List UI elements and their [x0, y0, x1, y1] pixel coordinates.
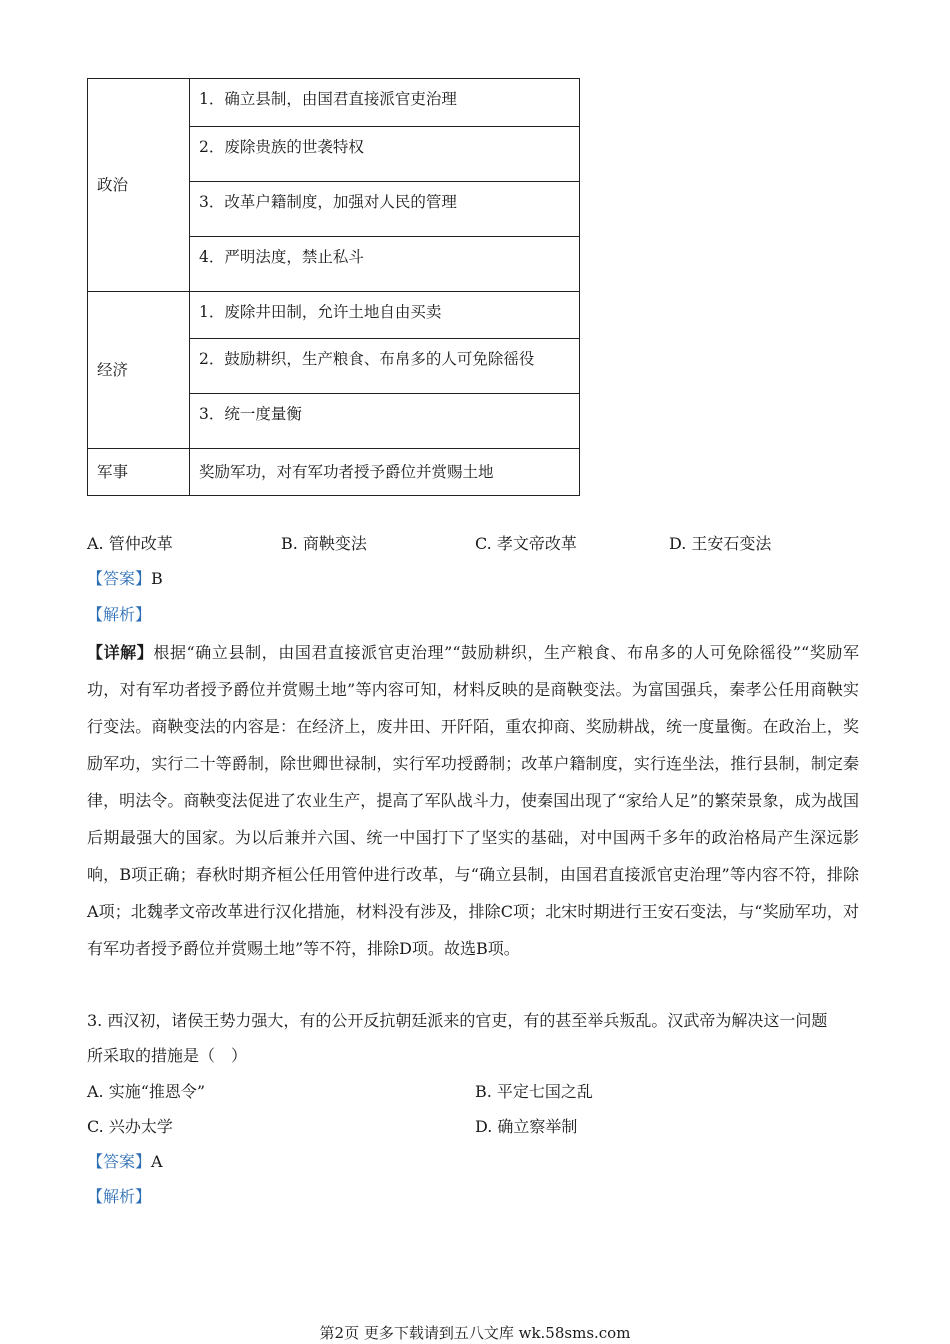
q3-option-a: A. 实施“推恩令” [87, 1082, 206, 1101]
category-politics: 政治 [88, 79, 190, 292]
military-content: 奖励军功，对有军功者授予爵位并赏赐土地 [190, 449, 580, 496]
q2-option-b: B. 商鞅变法 [281, 534, 367, 553]
q3-option-b: B. 平定七国之乱 [475, 1082, 593, 1101]
economy-item-1: 1．废除井田制，允许土地自由买卖 [190, 292, 580, 339]
q2-detail-tag: 【详解】 [87, 643, 154, 662]
politics-item-2: 2．废除贵族的世袭特权 [190, 127, 580, 182]
category-economy: 经济 [88, 292, 190, 449]
q3-stem-line-1: 3. 西汉初，诸侯王势力强大，有的公开反抗朝廷派来的官吏，有的甚至举兵叛乱。汉武帝为解决这一问题 [87, 1011, 828, 1030]
q3-answer-tag: 【答案】 [87, 1152, 152, 1171]
politics-item-1: 1．确立县制，由国君直接派官吏治理 [190, 79, 580, 127]
politics-item-4: 4．严明法度，禁止私斗 [190, 237, 580, 292]
q3-options-row-1 [87, 1080, 867, 1104]
q2-option-c: C. 孝文帝改革 [475, 534, 577, 553]
q2-option-d: D. 王安石变法 [669, 534, 772, 553]
q3-option-c: C. 兴办太学 [87, 1117, 173, 1136]
q2-answer [87, 567, 163, 591]
economy-item-2: 2．鼓励耕织，生产粮食、布帛多的人可免除徭役 [190, 339, 580, 394]
q2-detail-text: 根据“确立县制，由国君直接派官吏治理”“鼓励耕织，生产粮食、布帛多的人可免除徭役”“奖励军功，对有军功者授予爵位并赏赐土地”等内容可知，材料反映的是商鞅变法。为富国强兵，秦孝公任用商鞅实行变法。商鞅变法的内容是：在经济上，废井田、开阡陌，重农抑商、奖励耕战，统一度量衡。在政治上，奖励军功，实行二十等爵制，除世卿世禄制，实行军功授爵制；改革户籍制度，实行连坐法，推行县制，制定秦律，明法令。商鞅变法促进了农业生产，提高了军队战斗力，使秦国出现了“家给人足”的繁荣景象，成为战国后期最强大的国家。为以后兼并六国、统一中国打下了坚实的基础，对中国两千多年的政治格局产生深远影响，B项正确；春秋时期齐桓公任用管仲进行改革，与“确立县制，由国君直接派官吏治理”等内容不符，排除A项；北魏孝文帝改革进行汉化措施，材料没有涉及，排除C项；北宋时期进行王安石变法，与“奖励军功，对有军功者授予爵位并赏赐土地”等不符，排除D项。故选B项。 [87, 643, 859, 958]
category-military: 军事 [88, 449, 190, 496]
q2-option-a: A. 管仲改革 [87, 534, 173, 553]
q2-detail-paragraph [87, 634, 859, 967]
q3-analysis-tag: 【解析】 [87, 1187, 152, 1206]
politics-item-3: 3．改革户籍制度，加强对人民的管理 [190, 182, 580, 237]
economy-item-3: 3．统一度量衡 [190, 394, 580, 449]
q2-options [87, 532, 867, 556]
q3-option-d: D. 确立察举制 [475, 1117, 578, 1136]
q3-answer [87, 1150, 163, 1174]
reform-content-table [87, 78, 580, 496]
q2-answer-tag: 【答案】 [87, 569, 152, 588]
q3-stem-line-2: 所采取的措施是（ ） [87, 1046, 248, 1065]
q2-analysis-tag: 【解析】 [87, 605, 152, 624]
q3-options-row-2 [87, 1115, 867, 1139]
q3-answer-value: A [151, 1152, 163, 1171]
q2-answer-value: B [151, 569, 163, 588]
page-footer: 第2页 更多下载请到五八文库 wk.58sms.com [319, 1324, 631, 1342]
